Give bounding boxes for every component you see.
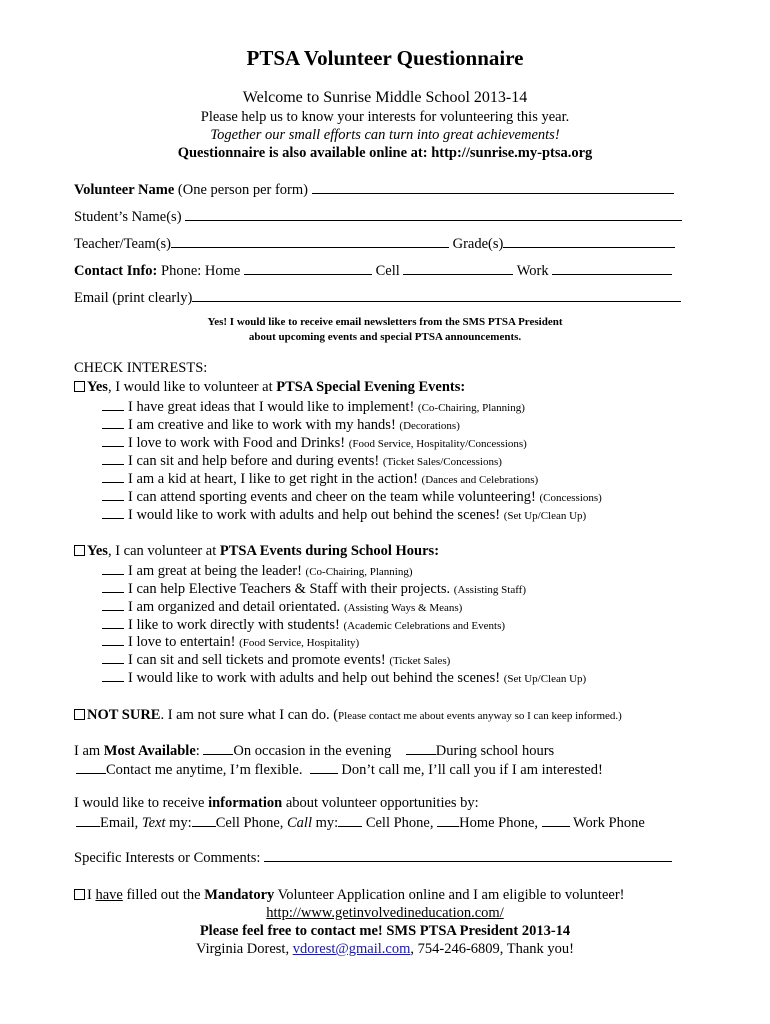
call-word: Call [287, 815, 312, 831]
home-pref-label: Home Phone, [459, 815, 542, 831]
school-item [102, 616, 505, 634]
school-item-blank[interactable] [102, 562, 124, 575]
application-link[interactable]: http://www.getinvolvedineducation.com/ [266, 905, 504, 921]
evening-avail-label: On occasion in the evening [233, 743, 392, 759]
school-item [102, 669, 586, 687]
evening-item-blank[interactable] [102, 506, 124, 519]
availability-title: Most Available [103, 743, 196, 759]
together-line: Together our small efforts can turn into great achievements! [210, 127, 560, 143]
evening-intro: , I would like to volunteer at [107, 379, 277, 395]
school-item [102, 562, 412, 580]
call-my: my: [312, 815, 339, 831]
contact-label: Contact Info: [74, 263, 158, 279]
evening-item-text: I love to work with Food and Drinks! [128, 435, 349, 451]
school-item-note: (Academic Celebrations and Events) [343, 620, 506, 632]
evening-item [102, 452, 502, 470]
phone-home-label: Phone: Home [157, 263, 244, 279]
school-intro: , I can volunteer at [107, 543, 220, 559]
school-item-text: I am organized and detail orientated. [128, 599, 344, 615]
evening-item-text: I am a kid at heart, I like to get right in the action! [128, 471, 422, 487]
mandatory-row [74, 887, 624, 904]
dont-call-label: Don’t call me, I’ll call you if I am interested! [337, 762, 603, 778]
school-avail-label: During school hours [435, 743, 555, 759]
school-item-note: (Ticket Sales) [389, 655, 451, 667]
school-item-note: (Set Up/Clean Up) [503, 673, 587, 685]
mandatory-prefix: I [87, 887, 96, 903]
evening-avail-blank[interactable] [203, 742, 233, 755]
call-pref-blank[interactable] [338, 814, 362, 827]
teacher-field[interactable] [171, 235, 449, 248]
email-pref-label: Email, [100, 815, 142, 831]
cell-field[interactable] [403, 262, 513, 275]
work-field[interactable] [552, 262, 672, 275]
evening-item-blank[interactable] [102, 398, 124, 411]
newsletter-line-1: Yes! I would like to receive email newsletters from the SMS PTSA President [207, 316, 563, 328]
evening-item-note: (Decorations) [399, 420, 460, 432]
footer-name: Virginia Dorest, [195, 941, 293, 957]
check-interests-heading: CHECK INTERESTS: [74, 360, 208, 376]
cell-label: Cell [371, 263, 404, 279]
home-pref-blank[interactable] [437, 814, 459, 827]
school-item [102, 651, 450, 669]
dont-call-blank[interactable] [310, 761, 338, 774]
evening-item-blank[interactable] [102, 470, 124, 483]
evening-item [102, 416, 460, 434]
mandatory-title: Mandatory [204, 887, 275, 903]
school-header [74, 543, 439, 560]
school-item-text: I like to work directly with students! [128, 617, 344, 633]
footer-email-link[interactable]: vdorest@gmail.com [292, 941, 411, 957]
availability-row-2 [76, 761, 603, 779]
evening-item-note: (Dances and Celebrations) [421, 474, 539, 486]
school-item-text: I love to entertain! [128, 634, 240, 650]
school-title: PTSA Events during School Hours: [219, 543, 440, 559]
evening-item-note: (Food Service, Hospitality/Concessions) [348, 438, 527, 450]
evening-title: PTSA Special Evening Events: [276, 379, 466, 395]
email-label: Email (print clearly) [74, 290, 193, 306]
phone-home-field[interactable] [244, 262, 372, 275]
evening-yes: Yes [87, 379, 108, 395]
school-checkbox[interactable] [74, 545, 85, 556]
volunteer-name-row [74, 181, 674, 199]
text-cell-label: Cell Phone, [215, 815, 288, 831]
mandatory-suffix: Volunteer Application online and I am eligible to volunteer! [274, 887, 625, 903]
information-suffix: about volunteer opportunities by: [282, 795, 479, 811]
not-sure-title: NOT SURE [87, 707, 161, 723]
volunteer-name-note: (One person per form) [174, 182, 312, 198]
online-line: Questionnaire is also available online at: http://sunrise.my-ptsa.org [177, 145, 593, 161]
email-pref-blank[interactable] [76, 814, 100, 827]
page-title: PTSA Volunteer Questionnaire [246, 46, 524, 70]
evening-item-text: I have great ideas that I would like to implement! [128, 399, 418, 415]
evening-item [102, 470, 538, 488]
not-sure-text: . I am not sure what I can do. ( [160, 707, 339, 723]
students-row [74, 208, 682, 226]
newsletter-line-2: about upcoming events and special PTSA announcements. [248, 331, 522, 343]
teacher-row [74, 235, 675, 253]
not-sure-checkbox[interactable] [74, 709, 85, 720]
anytime-label: Contact me anytime, I’m flexible. [106, 762, 303, 778]
volunteer-name-field[interactable] [312, 181, 674, 194]
school-yes: Yes [87, 543, 108, 559]
information-row-2 [76, 814, 645, 832]
school-item-note: (Food Service, Hospitality) [239, 637, 360, 649]
footer-rest: , 754-246-6809, Thank you! [410, 941, 575, 957]
evening-item-text: I can sit and help before and during events! [128, 453, 383, 469]
work-pref-label: Work Phone [569, 815, 645, 831]
teacher-label: Teacher/Team(s) [74, 236, 171, 252]
footer-line [0, 941, 770, 958]
students-field[interactable] [185, 208, 682, 221]
welcome-line: Welcome to Sunrise Middle School 2013-14 [242, 89, 528, 106]
comments-field[interactable] [264, 849, 672, 862]
mandatory-mid: filled out the [122, 887, 205, 903]
school-item-blank[interactable] [102, 669, 124, 682]
school-item-blank[interactable] [102, 580, 124, 593]
school-item-blank[interactable] [102, 633, 124, 646]
contact-row [74, 262, 672, 280]
mandatory-checkbox[interactable] [74, 889, 85, 900]
evening-item-text: I am creative and like to work with my hands! [128, 417, 400, 433]
evening-item-note: (Co-Chairing, Planning) [417, 402, 525, 414]
school-item-text: I would like to work with adults and help out behind the scenes! [128, 670, 504, 686]
school-item-note: (Assisting Staff) [453, 584, 527, 596]
school-item [102, 580, 526, 598]
evening-item-blank[interactable] [102, 434, 124, 447]
not-sure-note: Please contact me about events anyway so I can keep informed.) [338, 710, 622, 722]
students-label: Student’s Name(s) [74, 209, 186, 225]
evening-item-text: I would like to work with adults and help out behind the scenes! [128, 507, 504, 523]
evening-item-blank[interactable] [102, 488, 124, 501]
text-pref-blank[interactable] [192, 814, 216, 827]
school-item [102, 633, 359, 651]
comments-row [74, 849, 672, 867]
anytime-blank[interactable] [76, 761, 106, 774]
school-item-text: I can help Elective Teachers & Staff with their projects. [128, 581, 454, 597]
grade-field[interactable] [503, 235, 675, 248]
please-line: Please help us to know your interests for volunteering this year. [200, 109, 570, 125]
school-item-text: I am great at being the leader! [128, 563, 306, 579]
volunteer-name-label: Volunteer Name [74, 182, 175, 198]
evening-item-blank[interactable] [102, 452, 124, 465]
evening-checkbox[interactable] [74, 381, 85, 392]
school-item [102, 598, 462, 616]
evening-item-text: I can attend sporting events and cheer on the team while volunteering! [128, 489, 540, 505]
text-my: my: [165, 815, 192, 831]
mandatory-have: have [95, 887, 123, 903]
information-prefix: I would like to receive [74, 795, 209, 811]
information-title: information [208, 795, 283, 811]
evening-header [74, 379, 465, 396]
evening-item-note: (Set Up/Clean Up) [503, 510, 587, 522]
email-row [74, 289, 681, 307]
work-pref-blank[interactable] [542, 814, 570, 827]
school-item-blank[interactable] [102, 598, 124, 611]
school-item-blank[interactable] [102, 651, 124, 664]
not-sure-row [74, 707, 622, 724]
school-item-blank[interactable] [102, 616, 124, 629]
evening-item [102, 434, 527, 452]
comments-label: Specific Interests or Comments: [74, 850, 265, 866]
availability-colon: : [195, 743, 204, 759]
evening-item [102, 506, 586, 524]
text-word: Text [141, 815, 166, 831]
availability-row-1 [74, 742, 554, 760]
evening-item-note: (Concessions) [539, 492, 602, 504]
evening-item-blank[interactable] [102, 416, 124, 429]
email-field[interactable] [192, 289, 681, 302]
school-item-note: (Assisting Ways & Means) [343, 602, 463, 614]
grade-label: Grade(s) [449, 236, 504, 252]
call-cell-label: Cell Phone, [362, 815, 438, 831]
evening-item [102, 398, 525, 416]
work-label: Work [513, 263, 553, 279]
footer-contact: Please feel free to contact me! SMS PTSA President 2013-14 [199, 923, 571, 939]
evening-item-note: (Ticket Sales/Concessions) [382, 456, 502, 468]
school-item-text: I can sit and sell tickets and promote events! [128, 652, 390, 668]
availability-prefix: I am [74, 743, 104, 759]
evening-item [102, 488, 602, 506]
school-item-note: (Co-Chairing, Planning) [305, 566, 413, 578]
school-avail-blank[interactable] [406, 742, 436, 755]
information-row-1 [74, 795, 479, 812]
